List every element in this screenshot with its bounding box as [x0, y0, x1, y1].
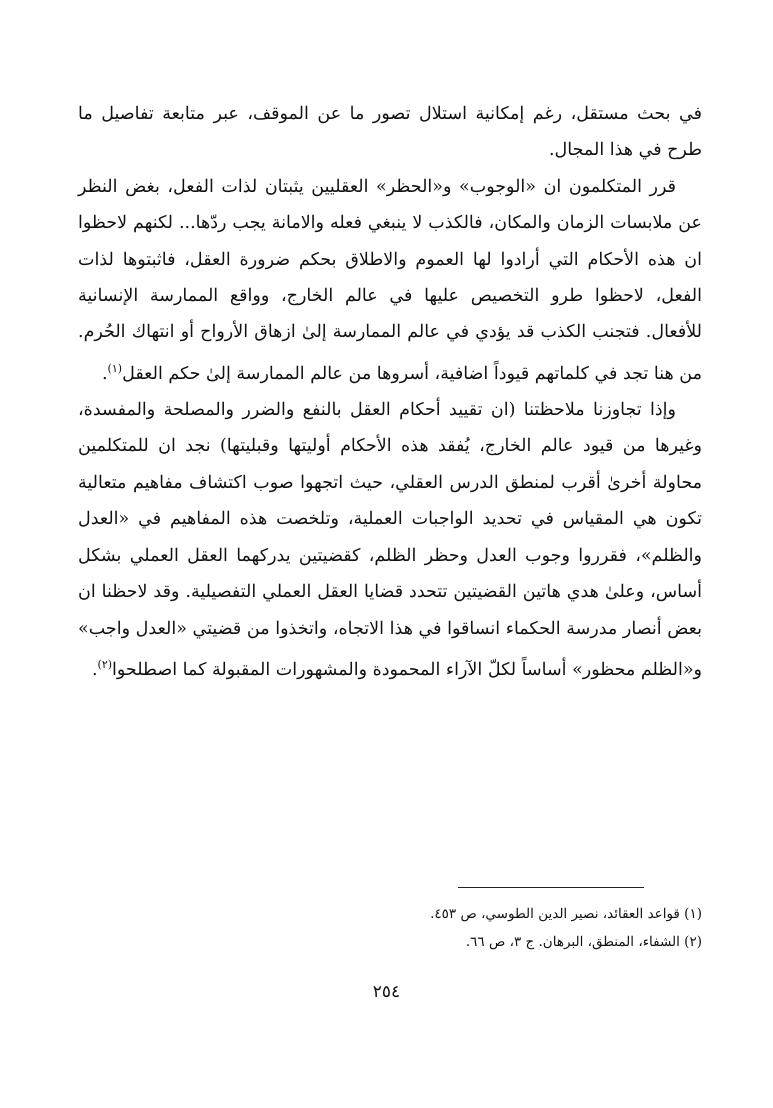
footnote-ref-2[interactable]: (٢) [97, 657, 113, 671]
footnotes [78, 900, 702, 956]
footnote-1: (١) قواعد العقائد، نصير الدين الطوسي، ص ٤٥٣. [430, 906, 702, 922]
footnote-2: (٢) الشفاء، المنطق، البرهان. ج ٣، ص ٦٦. [465, 934, 702, 950]
paragraph-2-text: قرر المتكلمون ان «الوجوب» و«الحظر» العقليين يثبتان لذات الفعل، بغض النظر عن ملابسات الزمان والمكان، فالكذب لا ينبغي فعله والامانة يجب ردّها... لكنهم لاحظوا ان هذه الأحكام التي أرادوا لها العموم والاطلاق بحكم ضرورة العقل، فاثبتوها لذات الفعل، لاحظوا طرو التخصيص عليها في عالم الخارج، وواقع الممارسة الإنسانية للأفعال. فتجنب الكذب قد يؤدي في عالم الممارسة إلىٰ ازهاق الأرواح أو انتهاك الحُرم. من هنا تجد في كلماتهم قيوداً اضافية، أسروها من عالم الممارسة إلىٰ حكم العقل [78, 176, 702, 384]
main-text [78, 96, 702, 688]
paragraph-2-end: . [101, 363, 108, 384]
paragraph-3-end: . [91, 659, 98, 680]
paragraph-1-text: في بحث مستقل، رغم إمكانية استلال تصور ما عن الموقف، عبر متابعة تفاصيل ما طرح في هذا المجال. [78, 104, 702, 161]
paragraph-3-text: وإذا تجاوزنا ملاحظتنا (ان تقييد أحكام العقل بالنفع والضرر والمصلحة والمفسدة، وغيرها من قيود عالم الخارج، يُفقد هذه الأحكام أوليتها وقبليتها) نجد ان للمتكلمين محاولة أخرىٰ أقرب لمنطق الدرس العقلي، حيث اتجهوا صوب اكتشاف مفاهيم متعالية تكون هي المقياس في تحديد الواجبات العملية، وتلخصت هذه المفاهيم في «العدل والظلم»، فقرروا وجوب العدل وحظر الظلم، كقضيتين يدركهما العقل العملي بشكل أساس، وعلىٰ هدي هاتين القضيتين تتحدد قضايا العقل العملي التفصيلية. وقد لاحظنا ان بعض أنصار مدرسة الحكماء انساقوا في هذا الاتجاه، واتخذوا من قضيتي «العدل واجب» و«الظلم محظور» أساساً لكلّ الآراء المحمودة والمشهورات المقبولة كما اصطلحوا [78, 400, 702, 680]
paragraph-1 [78, 96, 702, 169]
paragraph-3 [78, 392, 702, 688]
paragraph-2 [78, 169, 702, 392]
page-number: ٢٥٤ [372, 982, 401, 1002]
footnote-divider [458, 887, 644, 888]
footnote-ref-1[interactable]: (١) [107, 361, 123, 375]
